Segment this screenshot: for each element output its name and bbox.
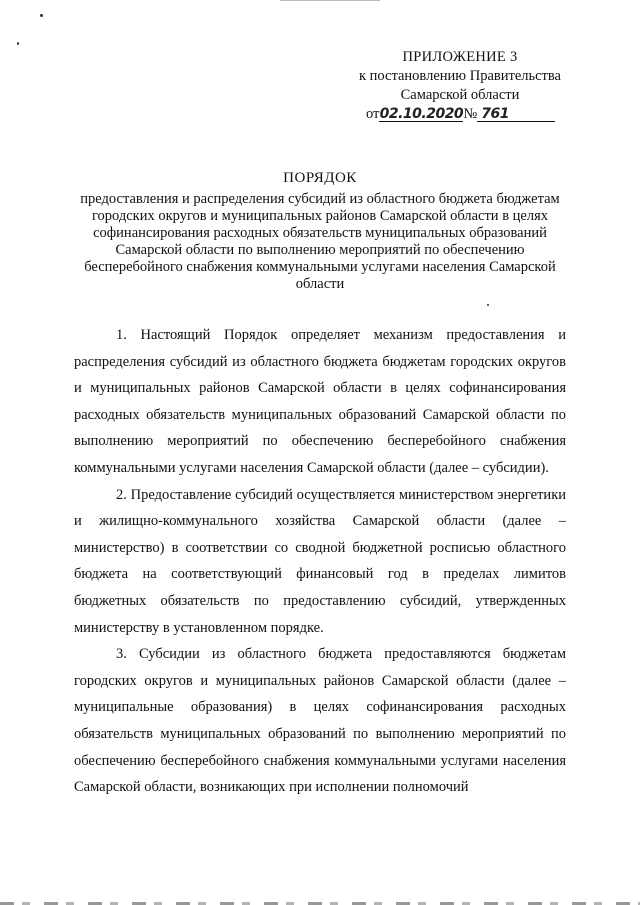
- paragraph-3: 3. Субсидии из областного бюджета предоставляются бюджетам городских округов и муниципальных районов Самарской области (далее – муниципальные образования) в целях софинансирования расходных обязательств муниципальных образований по выполнению мероприятий по обеспечению бесперебойного снабжения коммунальными услугами населения Самарской области, возникающих при исполнении полномочий: [74, 646, 566, 796]
- scan-speck: [40, 14, 43, 17]
- appendix-reference-line1: к постановлению Правительства: [359, 68, 561, 84]
- date-prefix: от: [366, 106, 380, 122]
- scan-speck: [487, 304, 489, 306]
- scan-artifact-line: [280, 0, 380, 1]
- appendix-title: ПРИЛОЖЕНИЕ 3: [402, 49, 518, 65]
- appendix-block: [330, 48, 590, 124]
- document-subtitle: предоставления и распределения субсидий из областного бюджета бюджетам городских округов и муниципальных районов Самарской области в целях софинансирования расходных обязательств муниципальных образований Самарской области по выполнению мероприятий по обеспечению бесперебойного снабжения коммунальными услугами населения Самарской области: [80, 191, 560, 292]
- paragraph-1: 1. Настоящий Порядок определяет механизм предоставления и распределения субсидий из областного бюджета бюджетам городских округов и муниципальных районов Самарской области в целях софинансирования расходных обязательств муниципальных образований Самарской области по выполнению мероприятий по обеспечению бесперебойного снабжения коммунальными услугами населения Самарской области (далее – субсидии).: [74, 327, 566, 476]
- scan-speck: [17, 42, 19, 45]
- handwritten-date: 02.10.2020: [379, 106, 464, 122]
- appendix-reference-line2: Самарской области: [400, 87, 520, 103]
- appendix-date-number-line: [330, 105, 590, 124]
- handwritten-number: 761: [477, 107, 555, 122]
- document-title: ПОРЯДОК: [283, 170, 357, 186]
- number-prefix: №: [463, 106, 478, 122]
- paragraph-2: 2. Предоставление субсидий осуществляется министерством энергетики и жилищно-коммунального хозяйства Самарской области (далее – министерство) в соответствии со сводной бюджетной росписью областного бюджета на соответствующий финансовый год в пределах лимитов бюджетных обязательств по предоставлению субсидий, утвержденных министерству в установленном порядке.: [74, 486, 566, 636]
- document-body: [74, 322, 566, 801]
